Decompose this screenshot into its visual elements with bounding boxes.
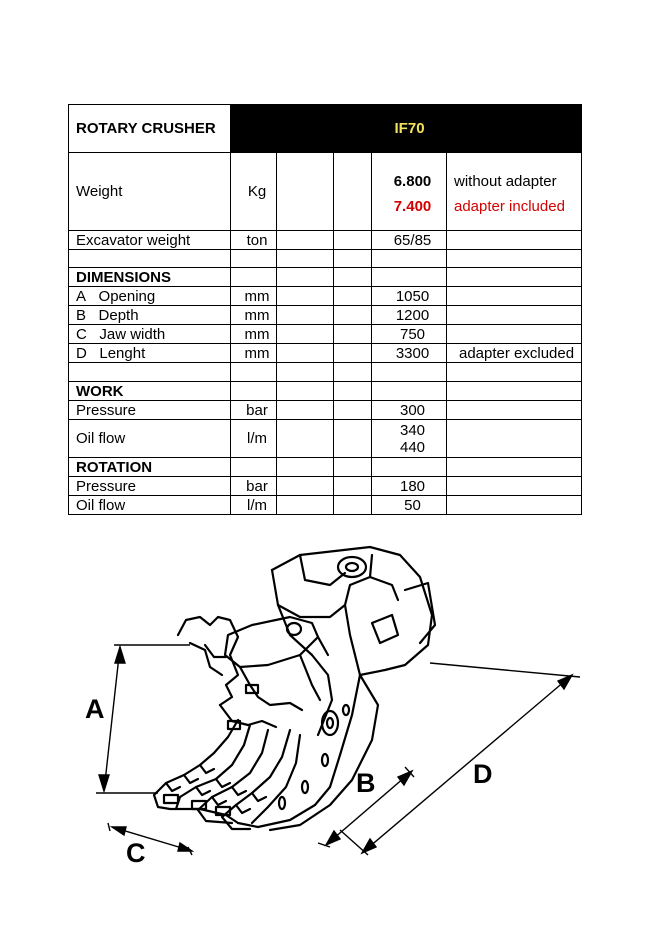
weight-row bbox=[69, 153, 582, 231]
excavator-label: Excavator weight bbox=[69, 231, 231, 250]
work-oil-flow-row bbox=[69, 420, 582, 458]
rotation-oil-flow-row bbox=[69, 496, 582, 515]
dimension-unit: mm bbox=[231, 287, 277, 306]
crusher-drawing bbox=[0, 525, 657, 938]
dimension-label: Opening bbox=[98, 287, 156, 305]
model-name: IF70 bbox=[231, 105, 582, 153]
dimension-label: Lenght bbox=[99, 344, 146, 362]
dimension-unit: mm bbox=[231, 325, 277, 344]
empty-row bbox=[69, 363, 582, 382]
work-oil-flow-value-1: 340 bbox=[399, 421, 426, 439]
dimension-label: Depth bbox=[98, 306, 139, 324]
dimension-note bbox=[447, 306, 582, 325]
work-oil-flow-unit: l/m bbox=[231, 420, 277, 458]
dimension-unit: mm bbox=[231, 306, 277, 325]
work-pressure-unit: bar bbox=[231, 401, 277, 420]
dimension-letter: B bbox=[76, 306, 87, 324]
dimension-label-d: D bbox=[473, 759, 493, 789]
product-type: ROTARY CRUSHER bbox=[69, 105, 231, 153]
dimension-row bbox=[69, 344, 582, 363]
work-pressure-value: 300 bbox=[372, 401, 447, 420]
dimension-value: 1200 bbox=[372, 306, 447, 325]
excavator-unit: ton bbox=[231, 231, 277, 250]
weight-label: Weight bbox=[69, 153, 231, 231]
work-oil-flow-label: Oil flow bbox=[69, 420, 231, 458]
dimension-note: adapter excluded bbox=[447, 344, 582, 363]
excavator-value: 65/85 bbox=[372, 231, 447, 250]
weight-with-value: 7.400 bbox=[393, 197, 432, 215]
rotation-heading-row bbox=[69, 458, 582, 477]
dimension-row bbox=[69, 287, 582, 306]
dimension-value: 3300 bbox=[372, 344, 447, 363]
dimension-letter: D bbox=[76, 344, 87, 362]
dimension-unit: mm bbox=[231, 344, 277, 363]
rotation-title: ROTATION bbox=[69, 458, 231, 477]
rotation-pressure-label: Pressure bbox=[69, 477, 231, 496]
work-pressure-row bbox=[69, 401, 582, 420]
rotation-pressure-value: 180 bbox=[372, 477, 447, 496]
work-pressure-label: Pressure bbox=[69, 401, 231, 420]
dimension-letter: A bbox=[76, 287, 87, 305]
dimension-note bbox=[447, 287, 582, 306]
dimension-label-b: B bbox=[356, 768, 376, 798]
dimension-letter: C bbox=[76, 325, 87, 343]
empty-row bbox=[69, 250, 582, 268]
rotation-oil-flow-value: 50 bbox=[372, 496, 447, 515]
dimensions-title: DIMENSIONS bbox=[69, 268, 231, 287]
dimension-label-c: C bbox=[126, 838, 146, 868]
work-title: WORK bbox=[69, 382, 231, 401]
weight-with-note: adapter included bbox=[454, 197, 565, 215]
dimension-row bbox=[69, 306, 582, 325]
dimension-value: 1050 bbox=[372, 287, 447, 306]
weight-without-note: without adapter bbox=[454, 172, 557, 190]
dimension-label-a: A bbox=[85, 694, 105, 724]
work-oil-flow-value-2: 440 bbox=[399, 438, 426, 456]
weight-without-value: 6.800 bbox=[393, 172, 432, 190]
dimensions-heading-row bbox=[69, 268, 582, 287]
rotation-pressure-row bbox=[69, 477, 582, 496]
weight-unit: Kg bbox=[231, 153, 277, 231]
dimension-note bbox=[447, 325, 582, 344]
excavator-row bbox=[69, 231, 582, 250]
dimension-row bbox=[69, 325, 582, 344]
dimension-label: Jaw width bbox=[99, 325, 166, 343]
dimension-lines bbox=[96, 645, 580, 855]
rotation-oil-flow-label: Oil flow bbox=[69, 496, 231, 515]
rotation-oil-flow-unit: l/m bbox=[231, 496, 277, 515]
dimension-value: 750 bbox=[372, 325, 447, 344]
work-heading-row bbox=[69, 382, 582, 401]
rotation-pressure-unit: bar bbox=[231, 477, 277, 496]
header-row bbox=[69, 105, 582, 153]
spec-table bbox=[68, 104, 582, 515]
